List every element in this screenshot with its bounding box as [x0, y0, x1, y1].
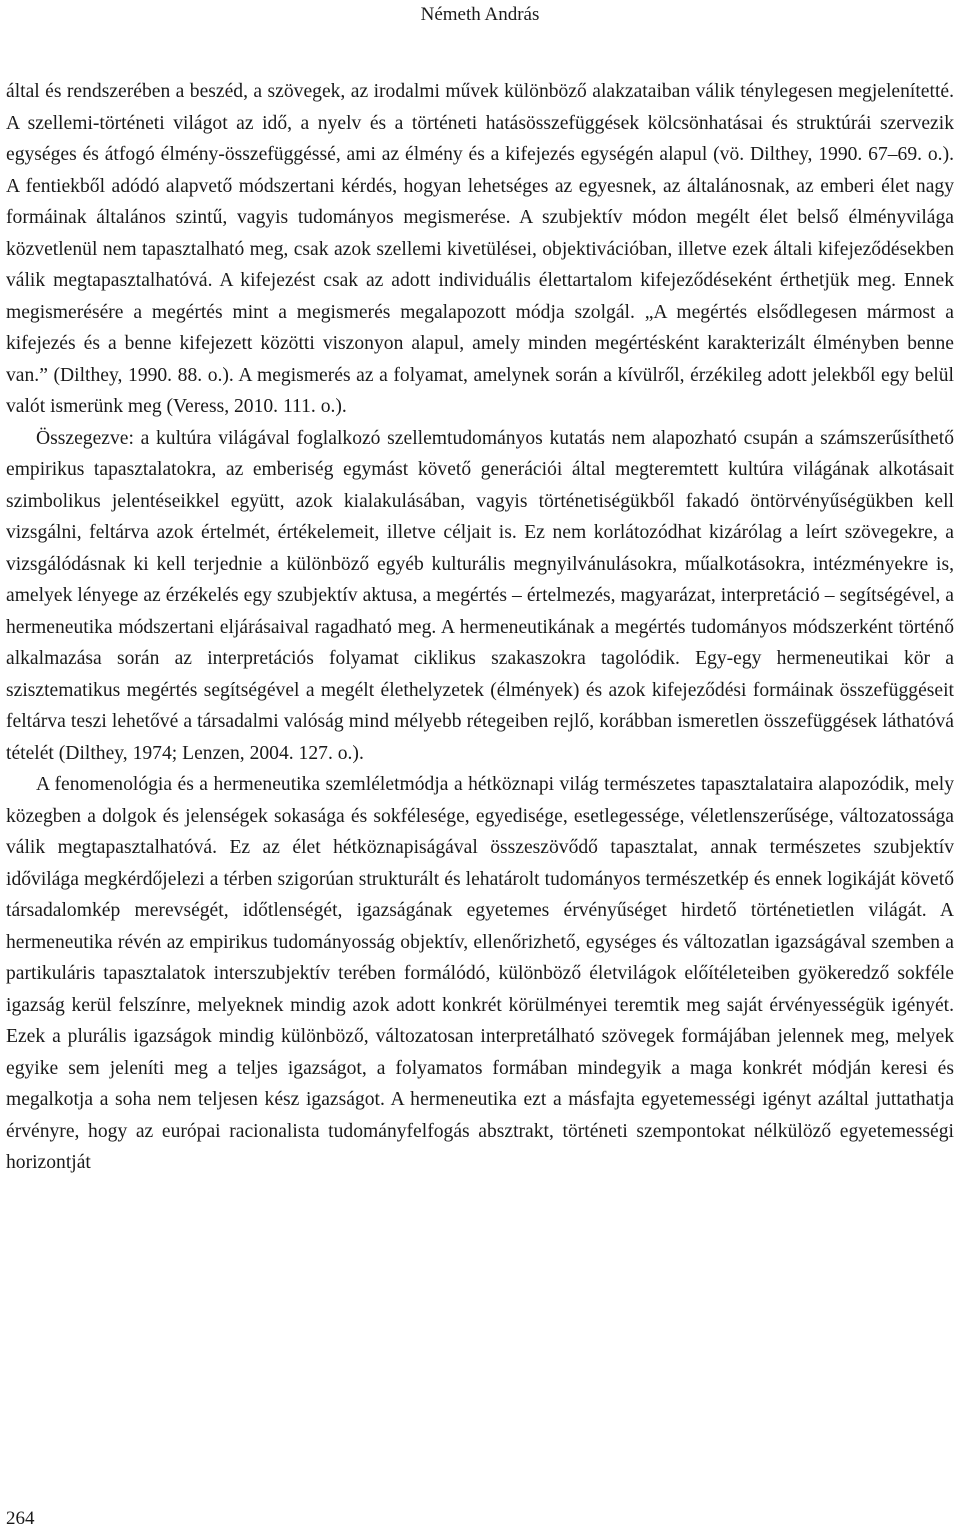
page-number: 264	[6, 1508, 35, 1529]
paragraph-1: által és rendszerében a beszéd, a szövegek, az irodalmi művek különböző alakzataiban válik ténylegesen megjelenítetté. A szellemi-történeti világot az idő, a nyelv és a történeti hatásösszefüggések kölcsönhatásai és struktúrái szervezik egységes és átfogó élmény-összefüggéssé, ami az élmény és a kifejezés egységén alapul (vö. Dilthey, 1990. 67–69. o.). A fentiekből adódó alapvető módszertani kérdés, hogyan lehetséges az egyesnek, az általánosnak, az emberi élet nagy formáinak általános szintű, vagyis tudományos megismerése. A szubjektív módon megélt élet belső élményvilága közvetlenül nem tapasztalható meg, csak azok szellemi kivetülései, objektivációban, illetve ezek általi kifejeződésekben válik megtapasztalhatóvá. A kifejezést csak az adott individuális élettartalom kifejeződéseként érthetjük meg. Ennek megismerésére a megértés mint a megismerés megalapozott módja szolgál. „A megértés elsődlegesen mármost a kifejezés és a benne kifejezett közötti viszonyon alapul, amely minden megértésként karakterizált élményben benne van.” (Dilthey, 1990. 88. o.). A megismerés az a folyamat, amelynek során a kívülről, érzékileg adott jelekből egy belül valót ismerünk meg (Veress, 2010. 111. o.).	[6, 81, 954, 417]
paragraph-3: A fenomenológia és a hermeneutika szemléletmódja a hétköznapi világ természetes tapasztalataira alapozódik, mely közegben a dolgok és jelenségek sokasága és sokfélesége, egyedisége, esetlegessége, véletlenszerűsége, változatossága válik megtapasztalhatóvá. Ez az élet hétköznapiságával összeszövődő tapasztalat, annak természetes szubjektív idővilága megkérdőjelezi a térben szigorúan strukturált és lehatárolt tudományos természetkép és ennek logikáját követő társadalomkép merevségét, időtlenségét, igazságának egyetemes érvényűséget hirdető történetietlen világát. A hermeneutika révén az empirikus tudományosság objektív, ellenőrizhető, egységes és változatlan igazságával szemben a partikuláris tapasztalatok interszubjektív terében formálódó, különböző életvilágok előítéleteiben gyökeredző sokféle igazság kerül felszínre, melyeknek mindig azok adott konkrét körülményei teremtik meg saját érvényességük igényét. Ezek a plurális igazságok mindig különböző, változatosan interpretálható szövegek formájában jelennek meg, melyek egyike sem jeleníti meg a teljes igazságot, a folyamatos formában mindegyik a maga konkrét módján keresi és megalkotja a soha nem teljesen kész igazságot. A hermeneutika ezt a másfajta egyetemességi igényt azáltal juttathatja érvényre, hogy az európai racionalista tudományfelfogás absztrakt, történeti szempontokat nélkülöző egyetemességi horizontját	[6, 774, 954, 1173]
body-text	[6, 76, 954, 1179]
paragraph-2: Összegezve: a kultúra világával foglalkozó szellemtudományos kutatás nem alapozható csupán a számszerűsíthető empirikus tapasztalatokra, az emberiség egymást követő generációi által megteremtett kultúra világának alkotásait szimbolikus jelentéseikkel együtt, azok kialakulásában, vagyis történetiségükből fakadó öntörvényűségükben kell vizsgálni, feltárva azok értelmét, értékelemeit, illetve céljait is. Ez nem korlátozódhat kizárólag a leírt szövegekre, a vizsgálódásnak ki kell terjednie a különböző egyéb kulturális megnyilvánulásokra, műalkotásokra, intézményekre is, amelyek lényege az érzékelés egy szubjektív aktusa, a megértés – értelmezés, magyarázat, interpretáció – segítségével, a hermeneutika módszertani eljárásaival ragadható meg. A hermeneutikának a megértés tudományos módszerként történő alkalmazása során az interpretációs folyamat ciklikus szakaszokra tagolódik. Egy-egy hermeneutikai kör a szisztematikus megértés segítségével a megélt élethelyzetek (élmények) és azok kifejeződési formáinak összefüggéseit feltárva teszi lehetővé a társadalmi valóság mind mélyebb rétegeiben rejlő, korábban ismeretlen összefüggések láthatóvá tételét (Dilthey, 1974; Lenzen, 2004. 127. o.).	[6, 427, 954, 764]
running-head: Németh András	[420, 4, 540, 25]
